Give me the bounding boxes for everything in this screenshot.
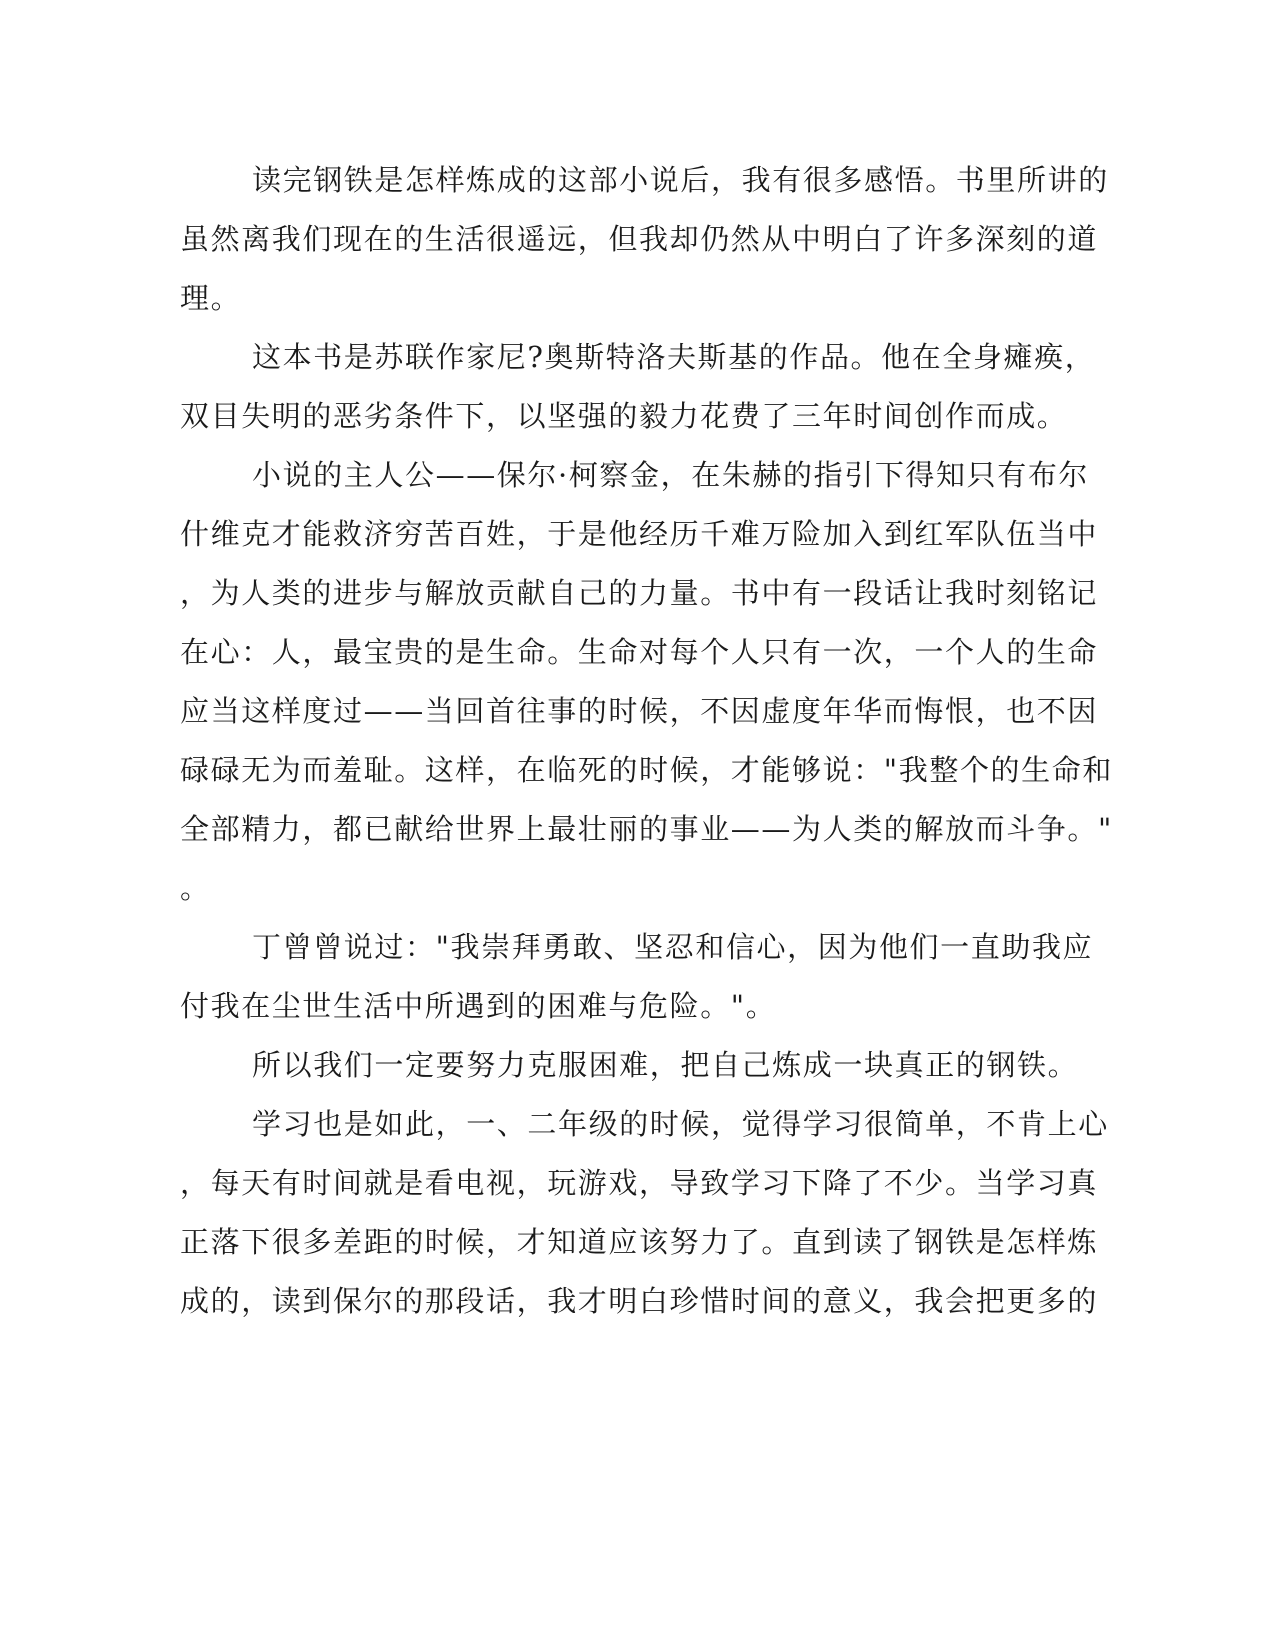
text-line: 这本书是苏联作家尼?奥斯特洛夫斯基的作品。他在全身瘫痪， bbox=[252, 340, 1096, 374]
text-line: 成的，读到保尔的那段话，我才明白珍惜时间的意义，我会把更多的 bbox=[180, 1284, 1099, 1318]
text-line: 付我在尘世生活中所遇到的困难与危险。"。 bbox=[180, 989, 777, 1023]
text-line: 应当这样度过——当回首往事的时候，不因虚度年华而悔恨，也不因 bbox=[180, 694, 1099, 728]
text-line: 虽然离我们现在的生活很遥远，但我却仍然从中明白了许多深刻的道 bbox=[180, 222, 1099, 256]
text-line: 所以我们一定要努力克服困难，把自己炼成一块真正的钢铁。 bbox=[252, 1048, 1079, 1082]
text-line: 什维克才能救济穷苦百姓，于是他经历千难万险加入到红军队伍当中 bbox=[180, 517, 1099, 551]
text-line: 小说的主人公——保尔·柯察金，在朱赫的指引下得知只有布尔 bbox=[252, 458, 1090, 492]
text-line: 丁曾曾说过："我崇拜勇敢、坚忍和信心，因为他们一直助我应 bbox=[252, 930, 1094, 964]
text-line: 全部精力，都已献给世界上最壮丽的事业——为人类的解放而斗争。" bbox=[180, 812, 1113, 846]
text-line: 学习也是如此，一、二年级的时候，觉得学习很简单，不肯上心 bbox=[252, 1107, 1109, 1141]
text-line: ，每天有时间就是看电视，玩游戏，导致学习下降了不少。当学习真 bbox=[180, 1166, 1099, 1200]
text-line: 读完钢铁是怎样炼成的这部小说后，我有很多感悟。书里所讲的 bbox=[252, 163, 1109, 197]
text-line: 双目失明的恶劣条件下，以坚强的毅力花费了三年时间创作而成。 bbox=[180, 399, 1068, 433]
text-line: 。 bbox=[180, 871, 211, 905]
text-line: 理。 bbox=[180, 281, 242, 315]
text-line: 在心：人，最宝贵的是生命。生命对每个人只有一次，一个人的生命 bbox=[180, 635, 1099, 669]
text-line: ，为人类的进步与解放贡献自己的力量。书中有一段话让我时刻铭记 bbox=[180, 576, 1099, 610]
text-line: 正落下很多差距的时候，才知道应该努力了。直到读了钢铁是怎样炼 bbox=[180, 1225, 1099, 1259]
text-line: 碌碌无为而羞耻。这样，在临死的时候，才能够说："我整个的生命和 bbox=[180, 753, 1113, 787]
